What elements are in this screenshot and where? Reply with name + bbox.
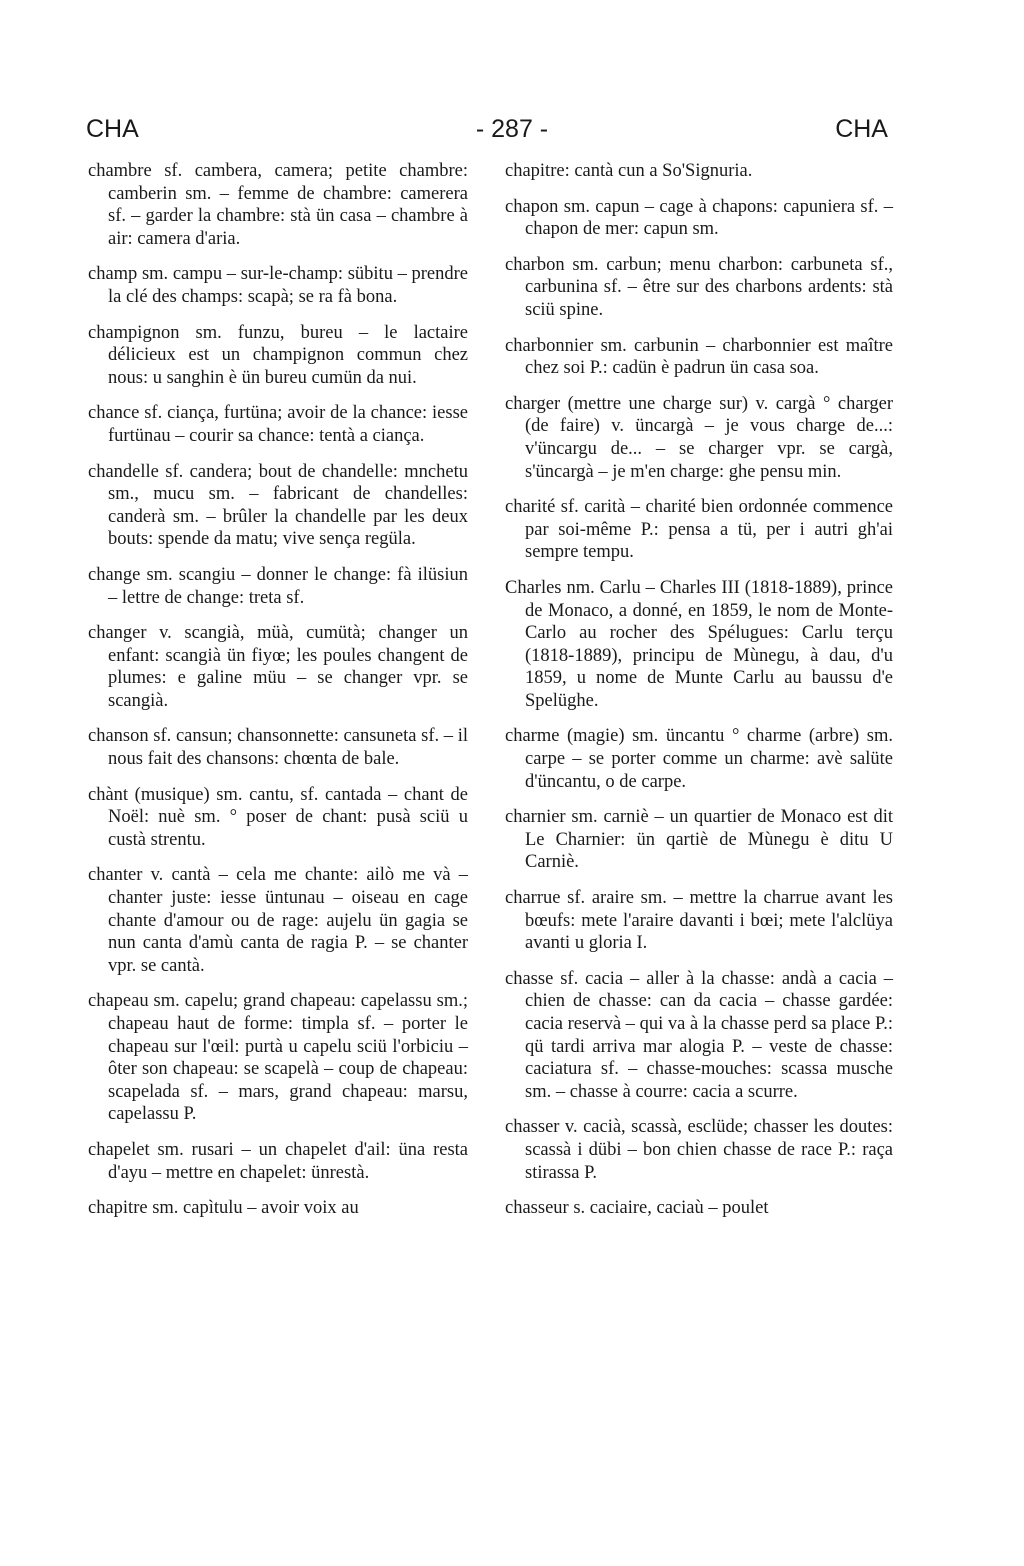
dictionary-entry: chanson sf. cansun; chansonnette: cansuneta sf. – il nous fait des chansons: chœnta de bale. [88,726,468,770]
header-right-guideword: CHA [835,115,888,143]
page-header [0,115,1024,155]
dictionary-entry: chapeau sm. capelu; grand chapeau: capelassu sm.; chapeau haut de forme: timpla sf. – porter le chapeau sur l'œil: purtà u capelu sciü l'orbiciu – ôter son chapeau: se scapelà – coup de chapeau: scapelada sf. – mars, grand chapeau: marsu, capelassu P. [88,991,468,1125]
dictionary-entry: chapon sm. capun – cage à chapons: capuniera sf. – chapon de mer: capun sm. [505,196,893,240]
dictionary-entry: chanter v. cantà – cela me chante: ailò me và – chanter juste: iesse üntunau – oiseau en cage chante d'amour ou de rage: aujelu ün gagia se nun canta d'amù canta de ragia P. – se chanter vpr. se cantà. [88,865,468,976]
dictionary-entry: Charles nm. Carlu – Charles III (1818-1889), prince de Monaco, a donné, en 1859, le nom de Monte-Carlo au rocher des Spélugues: Carlu terçu (1818-1889), principu de Mùnegu, à dau, d'u 1859, u nome de Munte Carlu au baussu d'e Spelüghe. [505,577,893,711]
dictionary-entry: changer v. scangià, müà, cumütà; changer un enfant: scangià ün fiyœ; les poules changent de plumes: e galine müu – se changer vpr. se scangià. [88,623,468,711]
dictionary-entry-continuation: chapitre: cantà cun a So'Signuria. [505,161,753,181]
dictionary-entry: charnier sm. carniè – un quartier de Monaco est dit Le Charnier: ün qartiè de Mùnegu è ditu U Carniè. [505,807,893,873]
dictionary-entry: chambre sf. cambera, camera; petite chambre: camberin sm. – femme de chambre: camerera sf. – garder la chambre: stà ün casa – chambre à air: camera d'aria. [88,161,468,249]
dictionary-entry: charbonnier sm. carbunin – charbonnier est maître chez soi P.: cadün è padrun ün casa soa. [505,335,893,379]
dictionary-entry: chance sf. ciança, furtüna; avoir de la chance: iesse furtünau – courir sa chance: tentà a ciança. [88,403,468,446]
dictionary-entry: charrue sf. araire sm. – mettre la charrue avant les bœufs: mete l'araire davanti i bœi; mete l'alclüya avanti u gloria I. [505,888,893,954]
dictionary-entry: chapitre sm. capìtulu – avoir voix au [88,1198,359,1219]
dictionary-entry: chasser v. cacià, scassà, esclüde; chasser les doutes: scassà i dübi – bon chien chasse de race P.: raça stirassa P. [505,1117,893,1183]
dictionary-entry: chandelle sf. candera; bout de chandelle: mnchetu sm., mucu sm. – fabricant de chandelles: canderà sm. – brûler la chandelle par les deux bouts: spende da matu; vive sença regüla. [88,461,468,550]
dictionary-entry: chànt (musique) sm. cantu, sf. cantada – chant de Noël: nuè sm. ° poser de chant: pusà sciü u custà strentu. [88,784,468,850]
dictionary-entry: chasseur s. caciaire, caciaù – poulet [505,1198,769,1219]
dictionary-entry: chasse sf. cacia – aller à la chasse: andà a cacia – chien de chasse: can da cacia – chasse gardée: cacia reservà – qui va à la chasse perd sa place P.: qü tardi arriva mar alogia P. – veste de chasse: caciatura sf. – chasse-mouches: scassa musche sm. – chasse à courre: cacia a scurre. [505,968,893,1102]
right-column [505,160,893,1233]
dictionary-entry: charbon sm. carbun; menu charbon: carbuneta sf., carbunina sf. – être sur des charbons ardents: stà sciü spine. [505,254,893,320]
dictionary-entry: charme (magie) sm. üncantu ° charme (arbre) sm. carpe – se porter comme un charme: avè salüte d'üncantu, o de carpe. [505,726,893,792]
header-left-guideword: CHA [86,115,139,143]
page-number: - 287 - [475,115,549,143]
dictionary-entry: charité sf. carità – charité bien ordonnée commence par soi-même P.: pensa a tü, per i autri gh'ai sempre tempu. [505,497,893,563]
left-column [88,160,468,1233]
dictionary-entry: champ sm. campu – sur-le-champ: sübitu – prendre la clé des champs: scapà; se ra fà bona. [88,264,468,307]
dictionary-entry: change sm. scangiu – donner le change: fà ilüsiun – lettre de change: treta sf. [88,564,468,608]
dictionary-entry: champignon sm. funzu, bureu – le lactaire délicieux est un champignon commun chez nous: u sanghin è ün bureu cumün da nui. [88,322,468,388]
dictionary-entry: charger (mettre une charge sur) v. cargà ° charger (de faire) v. üncargà – je vous charge de...: v'üncargu de... – se charger vpr. se cargà, s'üncargà – je m'en charge: ghe pensu min. [505,393,893,482]
dictionary-entry: chapelet sm. rusari – un chapelet d'ail: üna resta d'ayu – mettre en chapelet: ünrestà. [88,1139,468,1183]
